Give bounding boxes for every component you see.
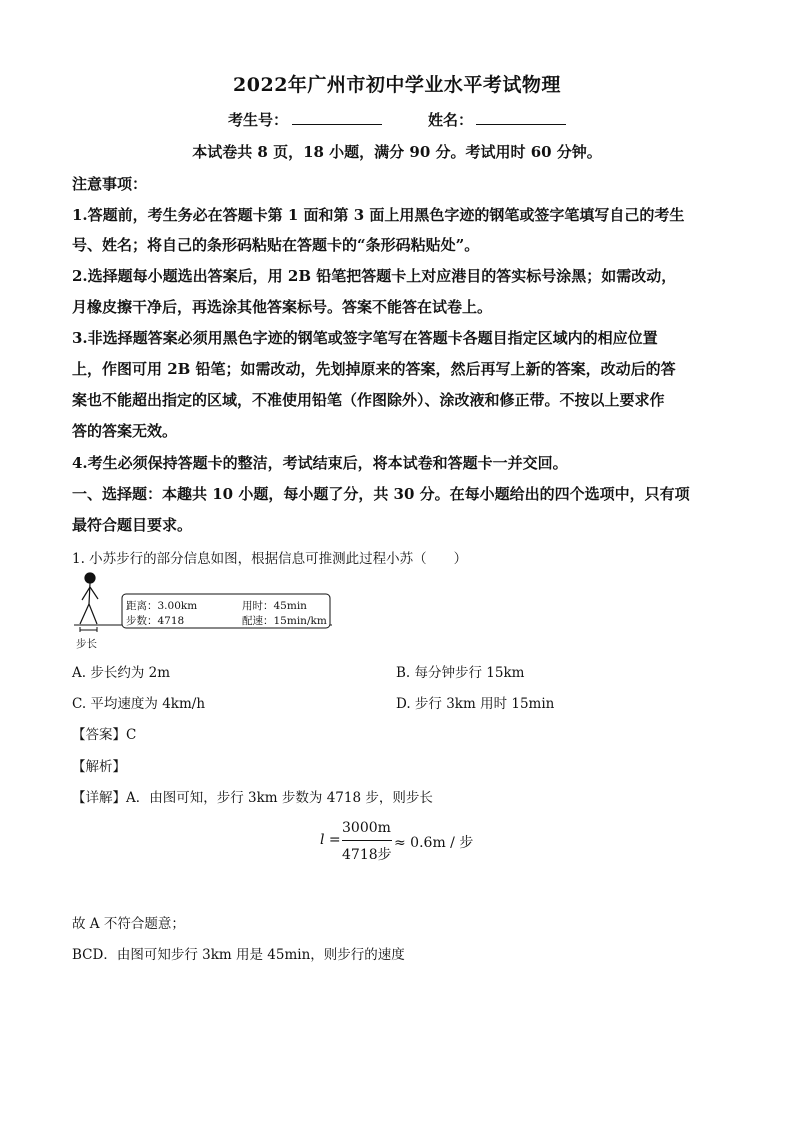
walker-icon bbox=[80, 573, 98, 624]
walking-info-figure bbox=[70, 572, 340, 652]
formula-lhs: l = bbox=[320, 832, 341, 848]
notice-item-3-line-2: 上，作图可用 2B 铅笔；如需改动，先划掉原来的答案，然后再写上新的答案，改动后的答 bbox=[72, 360, 676, 378]
section-heading-line-2: 最符合题目要求。 bbox=[72, 516, 193, 534]
notice-item-3-line-4: 答的答案无效。 bbox=[72, 422, 178, 440]
notice-item-2-line-1: 2.选择题每小题选出答案后，用 2B 铅笔把答题卡上对应港目的答实标号涂黑；如需改动， bbox=[72, 267, 677, 285]
notice-item-3-line-3: 案也不能超出指定的区域，不准使用铅笔（作图除外）、涂改液和修正带。不按以上要求作 bbox=[72, 391, 665, 409]
formula-denominator: 4718步 bbox=[342, 847, 392, 863]
time-value: 用时：45min bbox=[242, 600, 307, 612]
name-blank[interactable] bbox=[476, 110, 566, 125]
bcd-line: BCD．由图可知步行 3km 用是 45min，则步行的速度 bbox=[72, 947, 405, 963]
notice-item-4-line-1: 4.考生必须保持答题卡的整洁，考试结束后，将本试卷和答题卡一并交回。 bbox=[72, 454, 568, 472]
stride-formula bbox=[320, 820, 480, 864]
answer-line: 【答案】C bbox=[72, 727, 137, 743]
notice-item-1-line-2: 号、姓名；将自己的条形码粘贴在答题卡的“条形码粘贴处”。 bbox=[72, 236, 480, 254]
name-label: 姓名： bbox=[428, 111, 474, 129]
question-1-stem: 1. 小苏步行的部分信息如图，根据信息可推测此过程小苏（ ） bbox=[72, 551, 468, 567]
notice-heading: 注意事项： bbox=[72, 175, 148, 193]
stride-label: 步长 bbox=[76, 638, 97, 650]
formula-rhs: ≈ 0.6m / 步 bbox=[394, 835, 474, 851]
analysis-heading: 【解析】 bbox=[72, 759, 126, 775]
notice-item-3-line-1: 3.非选择题答案必须用黑色字迹的钢笔或签字笔写在答题卡各题目指定区域内的相应位置 bbox=[72, 329, 658, 347]
pace-value: 配速：15min/km bbox=[242, 615, 327, 627]
distance-value: 距离：3.00km bbox=[126, 600, 198, 612]
formula-numerator: 3000m bbox=[342, 820, 391, 836]
option-a: A. 步长约为 2m bbox=[72, 665, 171, 681]
steps-value: 步数：4718 bbox=[126, 615, 185, 627]
notice-item-1-line-1: 1.答题前，考生务必在答题卡第 1 面和第 3 面上用黑色字迹的钢笔或签字笔填写自己的考生 bbox=[72, 206, 685, 224]
page-title: 2022年广州市初中学业水平考试物理 bbox=[233, 74, 561, 96]
section-heading-line-1: 一、选择题：本趣共 10 小题，每小题了分，共 30 分。在每小题给出的四个选项中，只有项 bbox=[72, 485, 690, 503]
option-c: C. 平均速度为 4km/h bbox=[72, 696, 206, 712]
option-d: D. 步行 3km 用时 15min bbox=[396, 696, 555, 712]
candidate-number-blank[interactable] bbox=[292, 110, 382, 125]
candidate-number-label: 考生号： bbox=[228, 111, 289, 129]
fraction-bar bbox=[342, 840, 392, 841]
conclusion-a: 故 A 不符合题意； bbox=[72, 916, 185, 932]
notice-item-2-line-2: 月橡皮擦干净后，再选涂其他答案标号。答案不能答在试卷上。 bbox=[72, 298, 493, 316]
detail-line: 【详解】A．由图可知，步行 3km 步数为 4718 步，则步长 bbox=[72, 790, 433, 806]
exam-info: 本试卷共 8 页，18 小题，满分 90 分。考试用时 60 分钟。 bbox=[192, 143, 602, 161]
option-b: B. 每分钟步行 15km bbox=[396, 665, 525, 681]
